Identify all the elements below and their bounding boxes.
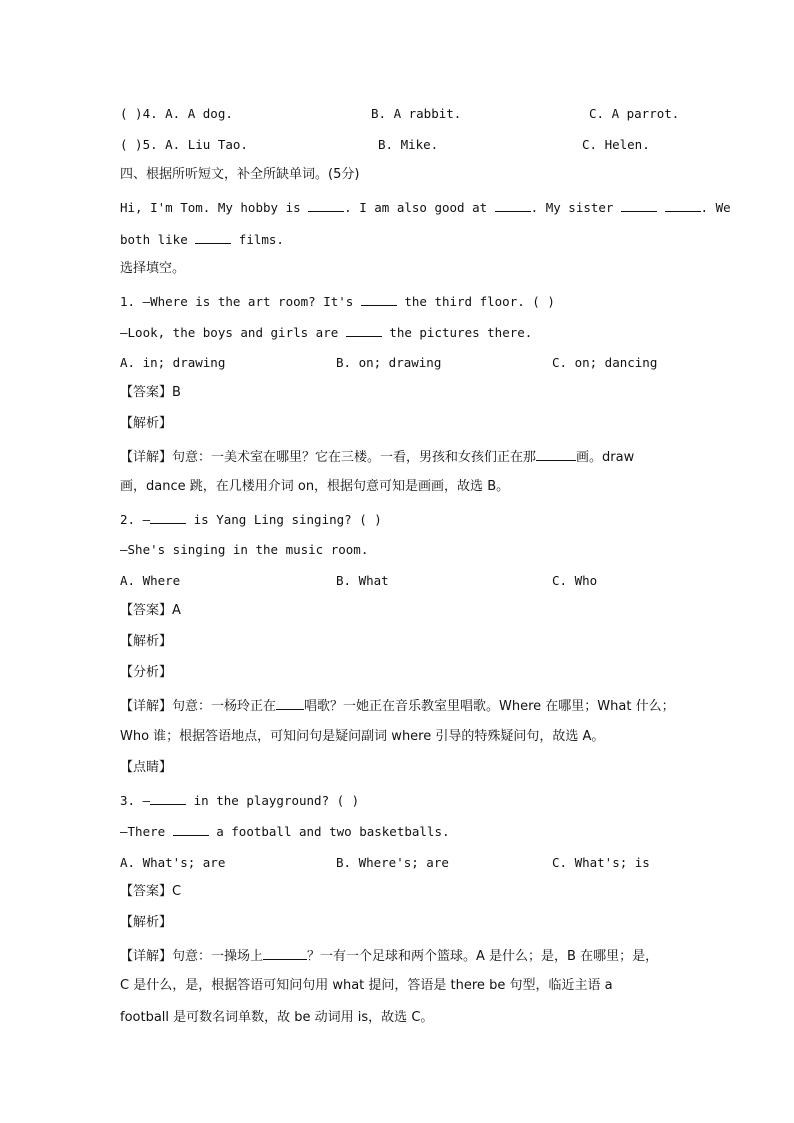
question-2-response: —She's singing in the music room. [120,542,369,557]
keypoint-label: 【点睛】 [120,760,173,775]
detail-explanation: Who 谁；根据答语地点，可知问句是疑问副词 where 引导的特殊疑问句，故选 A。 [120,729,605,744]
fill-blank [263,947,307,960]
analysis-label: 【解析】 [120,416,173,431]
option-b: B. A rabbit. [371,106,462,121]
option-c: C. on; dancing [552,355,658,370]
option-b: B. Where's; are [336,855,449,870]
fill-blank [346,324,382,337]
answer-label: 【答案】C [120,884,182,899]
detail-explanation: 【详解】句意：一杨玲正在 唱歌？一她正在音乐教室里唱歌。Where 在哪里；What 什么； [120,699,675,714]
option-b: B. on; drawing [336,355,442,370]
detail-explanation: football 是可数名词单数，故 be 动词用 is，故选 C。 [120,1010,434,1025]
listening-item-4 [120,106,233,122]
paragraph-line: both like films. [120,232,284,247]
analyze-label: 【分析】 [120,665,173,680]
answer-label: 【答案】A [120,603,181,618]
item-number-options-a: ( )4. A. A dog. [120,106,233,121]
question-1: 1. —Where is the art room? It's the third floor. ( ) [120,294,555,309]
section-heading: 选择填空。 [120,261,186,276]
option-c: C. Helen. [582,137,650,152]
detail-explanation: 【详解】句意：一美术室在哪里？它在三楼。一看，男孩和女孩们正在那 画。draw [120,450,635,465]
fill-blank [665,199,701,212]
fill-blank [536,448,576,461]
detail-explanation: 画，dance 跳，在几楼用介词 on，根据句意可知是画画，故选 B。 [120,479,510,494]
analysis-label: 【解析】 [120,915,173,930]
option-b: B. Mike. [378,137,439,152]
fill-blank [308,199,344,212]
option-a: A. in; drawing [120,355,226,370]
fill-blank [173,823,209,836]
option-b: B. What [336,573,389,588]
fill-blank [621,199,657,212]
fill-blank [150,511,186,524]
question-1-response: —Look, the boys and girls are the pictures there. [120,325,533,340]
answer-label: 【答案】B [120,385,181,400]
option-a: A. Where [120,573,181,588]
paragraph-line: Hi, I'm Tom. My hobby is . I am also good at . My sister . We [120,200,731,215]
option-a: A. What's; are [120,855,226,870]
question-3: 3. — in the playground? ( ) [120,793,360,808]
fill-blank [276,697,304,710]
option-c: C. A parrot. [589,106,680,121]
option-c: C. Who [552,573,598,588]
question-3-response: —There a football and two basketballs. [120,824,450,839]
fill-blank [150,792,186,805]
detail-explanation: C 是什么，是，根据答语可知问句用 what 提问，答语是 there be 句型，临近主语 a [120,978,613,993]
detail-explanation: 【详解】句意：一操场上 ？一有一个足球和两个篮球。A 是什么；是，B 在哪里；是， [120,949,659,964]
fill-blank [361,293,397,306]
item-number-options-a: ( )5. A. Liu Tao. [120,137,248,152]
fill-blank [195,231,231,244]
fill-blank [495,199,531,212]
option-c: C. What's; is [552,855,650,870]
section-heading: 四、根据所听短文，补全所缺单词。(5分) [120,167,360,182]
analysis-label: 【解析】 [120,634,173,649]
listening-item-5 [120,137,248,153]
question-2: 2. — is Yang Ling singing? ( ) [120,512,382,527]
